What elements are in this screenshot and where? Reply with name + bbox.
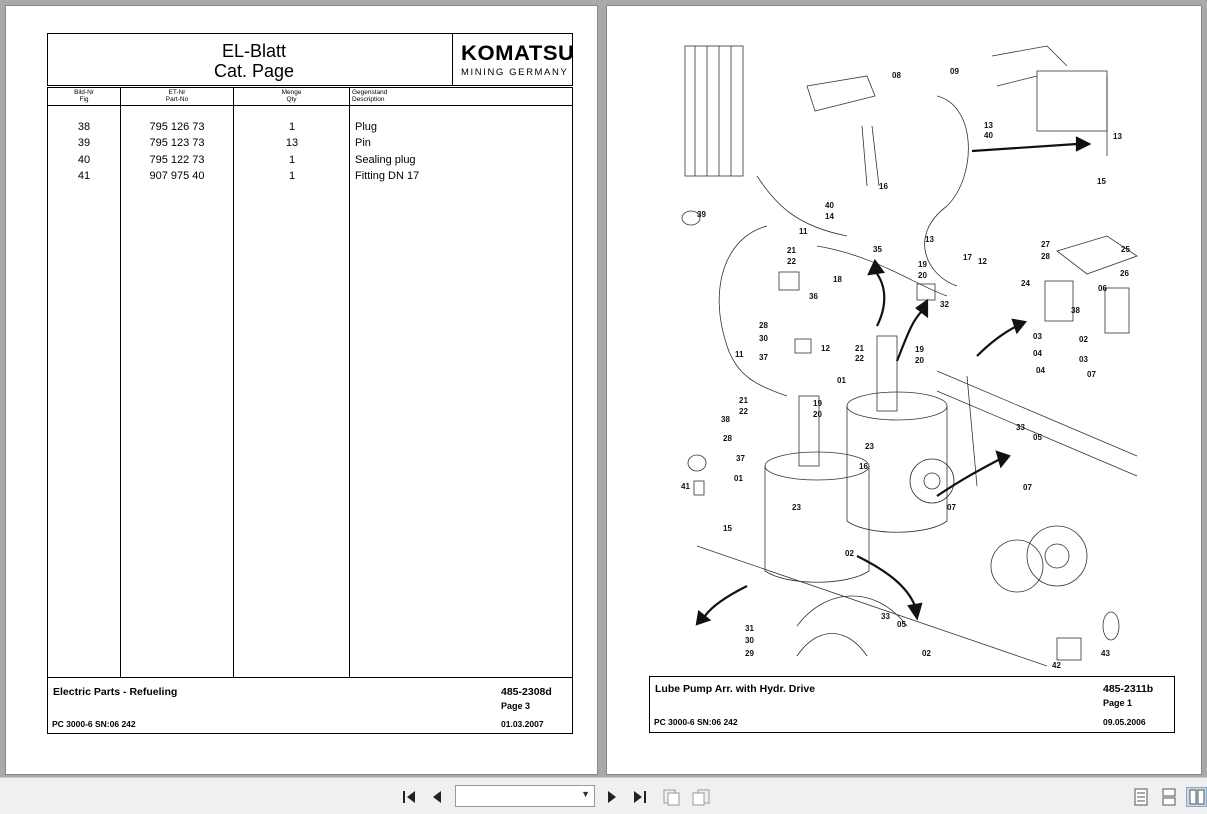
table-row: 41 907 975 40 1 Fitting DN 17 [77,170,420,182]
single-page-view-button[interactable] [1131,787,1151,807]
callout-label: 07 [947,503,956,512]
callout-label: 39 [697,210,706,219]
callout-label: 35 [873,245,882,254]
callout-label: 03 [1033,332,1042,341]
col-head-part: ET-Nr Part-No [165,89,189,103]
callout-label: 33 [881,612,890,621]
callout-label: 03 [1079,355,1088,364]
table-row: 38 795 126 73 1 Plug [77,121,378,133]
first-page-icon [401,789,417,805]
callout-label: 28 [723,434,732,443]
callout-label: 30 [759,334,768,343]
parts-table [47,87,573,678]
callout-label: 01 [734,474,743,483]
callout-label: 19 [918,260,927,269]
footer-model: PC 3000-6 SN:06 242 [52,719,136,729]
callout-label: 11 [799,227,808,236]
footer-doc-number: 485-2311b [1103,683,1154,695]
go-forward-icon [691,788,711,806]
col-head-qty: Menge Qty [281,89,302,103]
go-forward-button[interactable] [690,787,712,807]
callout-label: 37 [759,353,768,362]
callout-label: 01 [837,376,846,385]
callout-label: 17 [963,253,972,262]
callout-label: 32 [940,300,949,309]
footer-title: Electric Parts - Refueling [53,686,178,698]
logo-brand: KOMATSU [461,42,575,65]
callout-label: 29 [745,649,754,658]
callout-label: 30 [745,636,754,645]
col-head-fig: Bild-Nr Fig [74,89,94,103]
viewer-toolbar [0,777,1207,814]
callout-label: 05 [897,620,906,629]
callout-label: 19 [915,345,924,354]
callout-label: 18 [833,275,842,284]
logo-subtitle: MINING GERMANY [461,67,569,78]
callout-label: 23 [792,503,801,512]
callout-label: 22 [787,257,796,266]
footer-doc-number: 485-2308d [501,686,552,698]
page-footer-right [649,676,1175,733]
callout-label: 40 [825,201,834,210]
callout-label: 02 [922,649,931,658]
last-page-icon [632,789,648,805]
single-page-icon [1133,788,1149,806]
callout-label: 38 [721,415,730,424]
callout-label: 13 [925,235,934,244]
callout-label: 05 [1033,433,1042,442]
callout-label: 20 [918,271,927,280]
callout-label: 27 [1041,240,1050,249]
table-row: 40 795 122 73 1 Sealing plug [77,154,416,166]
callout-label: 37 [736,454,745,463]
callout-label: 04 [1033,349,1042,358]
callout-label: 24 [1021,279,1030,288]
callout-label: 12 [821,344,830,353]
next-page-icon [606,789,618,805]
callout-label: 38 [1071,306,1080,315]
callout-label: 13 [984,121,993,130]
page-footer [47,678,573,734]
callout-label: 28 [759,321,768,330]
callout-label: 13 [1113,132,1122,141]
callout-label: 22 [739,407,748,416]
callout-label: 20 [915,356,924,365]
callout-label: 40 [984,131,993,140]
left-catalog-page [5,5,598,775]
lube-pump-diagram [647,26,1147,676]
callout-label: 28 [1041,252,1050,261]
footer-date: 09.05.2006 [1103,717,1146,727]
callout-label: 15 [1097,177,1106,186]
callout-label: 26 [1120,269,1129,278]
last-page-button[interactable] [631,787,649,807]
callout-label: 08 [892,71,901,80]
callout-label: 07 [1087,370,1096,379]
right-catalog-page [606,5,1202,775]
callout-label: 09 [950,67,959,76]
callout-label: 02 [845,549,854,558]
callout-label: 19 [813,399,822,408]
header-title-de: EL-Blatt [221,41,287,61]
komatsu-logo [452,34,573,85]
callout-label: 31 [745,624,754,633]
continuous-view-icon [1161,788,1177,806]
callout-label: 23 [865,442,874,451]
next-page-button[interactable] [605,787,619,807]
callout-label: 42 [1052,661,1061,670]
table-row: 39 795 123 73 13 Pin [77,137,371,149]
callout-label: 16 [879,182,888,191]
two-page-view-button[interactable] [1186,787,1207,807]
go-back-icon [661,788,681,806]
chevron-down-icon: ▼ [581,789,590,799]
callout-label: 22 [855,354,864,363]
callout-label: 25 [1121,245,1130,254]
page-header [47,33,573,86]
callout-label: 15 [723,524,732,533]
footer-title: Lube Pump Arr. with Hydr. Drive [655,683,816,695]
callout-label: 43 [1101,649,1110,658]
valve-block [685,46,743,176]
callout-label: 02 [1079,335,1088,344]
callout-label: 33 [1016,423,1025,432]
callout-label: 41 [681,482,690,491]
callout-label: 20 [813,410,822,419]
callout-label: 21 [739,396,748,405]
callout-label: 14 [825,212,834,221]
callout-label: 12 [978,257,987,266]
callout-label: 21 [855,344,864,353]
part-callouts [681,67,1130,670]
two-page-view-icon [1189,788,1205,806]
callout-label: 16 [859,462,868,471]
page-select[interactable] [455,785,595,807]
callout-label: 04 [1036,366,1045,375]
footer-date: 01.03.2007 [501,719,544,729]
continuous-view-button[interactable] [1159,787,1179,807]
first-page-button[interactable] [400,787,418,807]
footer-model: PC 3000-6 SN:06 242 [654,717,738,727]
col-head-desc: Gegenstand Description [352,89,388,103]
header-title-en: Cat. Page [213,61,295,81]
top-housing [1037,71,1107,131]
callout-label: 36 [809,292,818,301]
callout-label: 11 [735,350,744,359]
callout-label: 06 [1098,284,1107,293]
go-back-button[interactable] [660,787,682,807]
footer-page: Page 1 [1103,698,1133,708]
manifold [807,76,875,111]
callout-label: 21 [787,246,796,255]
footer-page: Page 3 [501,701,531,711]
previous-page-button[interactable] [430,787,444,807]
callout-label: 07 [1023,483,1032,492]
previous-page-icon [431,789,443,805]
